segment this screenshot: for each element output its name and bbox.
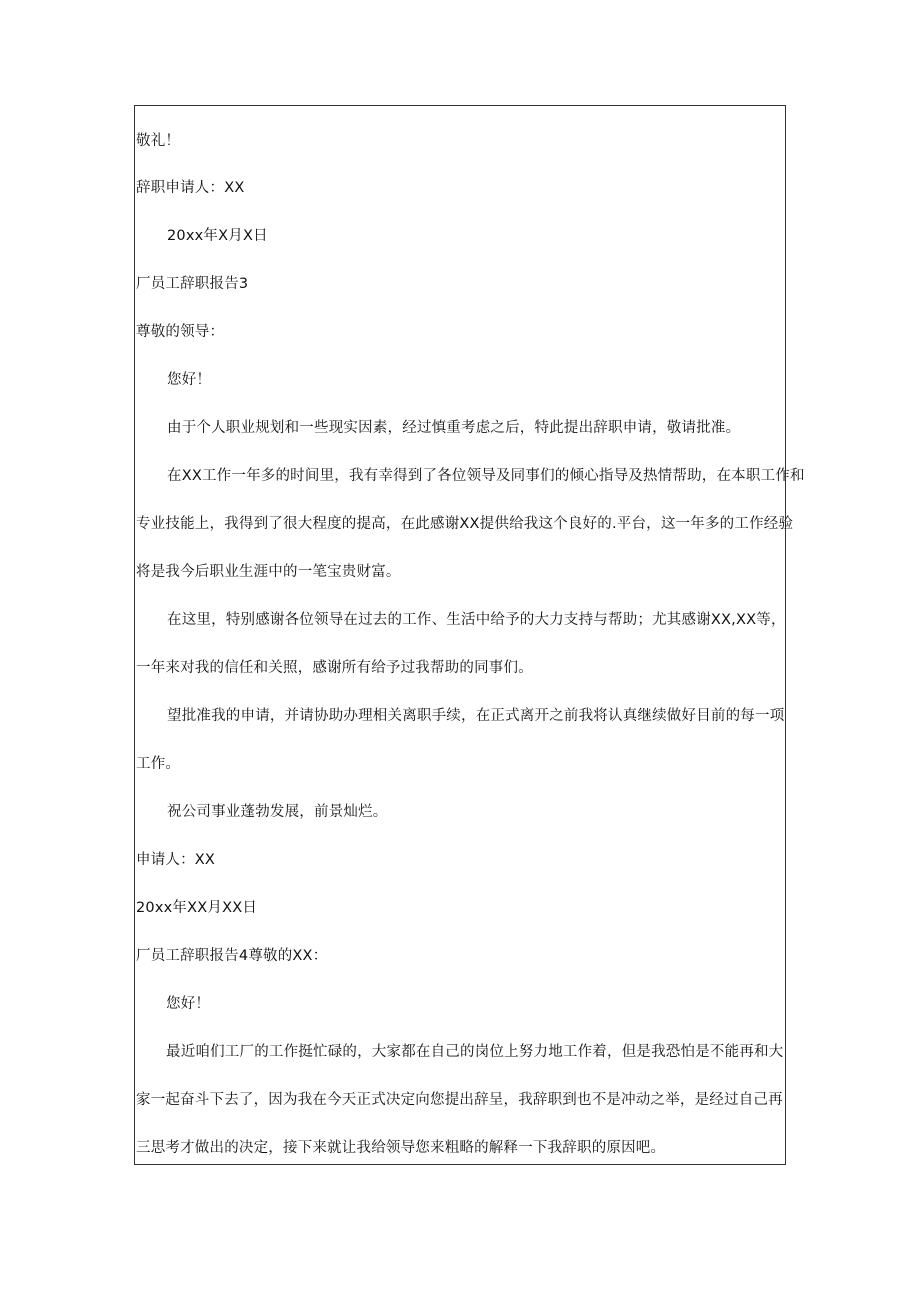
- section-title-4: 厂员工辞职报告4尊敬的XX：: [136, 948, 328, 964]
- greeting: 您好！: [166, 996, 211, 1012]
- salutation: 尊敬的领导：: [136, 324, 225, 340]
- paragraph-line: 在XX工作一年多的时间里，我有幸得到了各位领导及同事们的倾心指导及热情帮助，在本职工作和: [167, 468, 805, 484]
- date-line: 20xx年XX月XX日: [136, 900, 258, 916]
- closing-salute: 敬礼！: [136, 133, 181, 149]
- paragraph-line: 由于个人职业规划和一些现实因素，经过慎重考虑之后，特此提出辞职申请，敬请批准。: [167, 420, 741, 436]
- resignation-applicant: 辞职申请人：XX: [136, 180, 245, 196]
- paragraph-line: 一年来对我的信任和关照，感谢所有给予过我帮助的同事们。: [136, 660, 533, 676]
- date-line: 20xx年X月X日: [167, 228, 268, 244]
- greeting: 您好！: [167, 372, 212, 388]
- paragraph-line: 三思考才做出的决定，接下来就让我给领导您来粗略的解释一下我辞职的原因吧。: [136, 1140, 666, 1156]
- paragraph-line: 在这里，特别感谢各位领导在过去的工作、生活中给予的大力支持与帮助；尤其感谢XX,XX等，: [167, 612, 786, 628]
- paragraph-line: 望批准我的申请，并请协助办理相关离职手续，在正式离开之前我将认真继续做好目前的每一项: [167, 708, 785, 724]
- paragraph-line: 祝公司事业蓬勃发展，前景灿烂。: [167, 804, 388, 820]
- paragraph-line: 家一起奋斗下去了，因为我在今天正式决定向您提出辞呈，我辞职到也不是冲动之举，是经过自己再: [136, 1092, 783, 1108]
- section-title-3: 厂员工辞职报告3: [136, 276, 249, 292]
- paragraph-line: 最近咱们工厂的工作挺忙碌的，大家都在自己的岗位上努力地工作着，但是我恐怕是不能再和大: [166, 1044, 784, 1060]
- paragraph-line: 专业技能上，我得到了很大程度的提高，在此感谢XX提供给我这个良好的.平台，这一年多的工作经验: [136, 516, 794, 532]
- applicant-line: 申请人：XX: [136, 852, 216, 868]
- paragraph-line: 将是我今后职业生涯中的一笔宝贵财富。: [136, 564, 401, 580]
- paragraph-line: 工作。: [136, 756, 181, 772]
